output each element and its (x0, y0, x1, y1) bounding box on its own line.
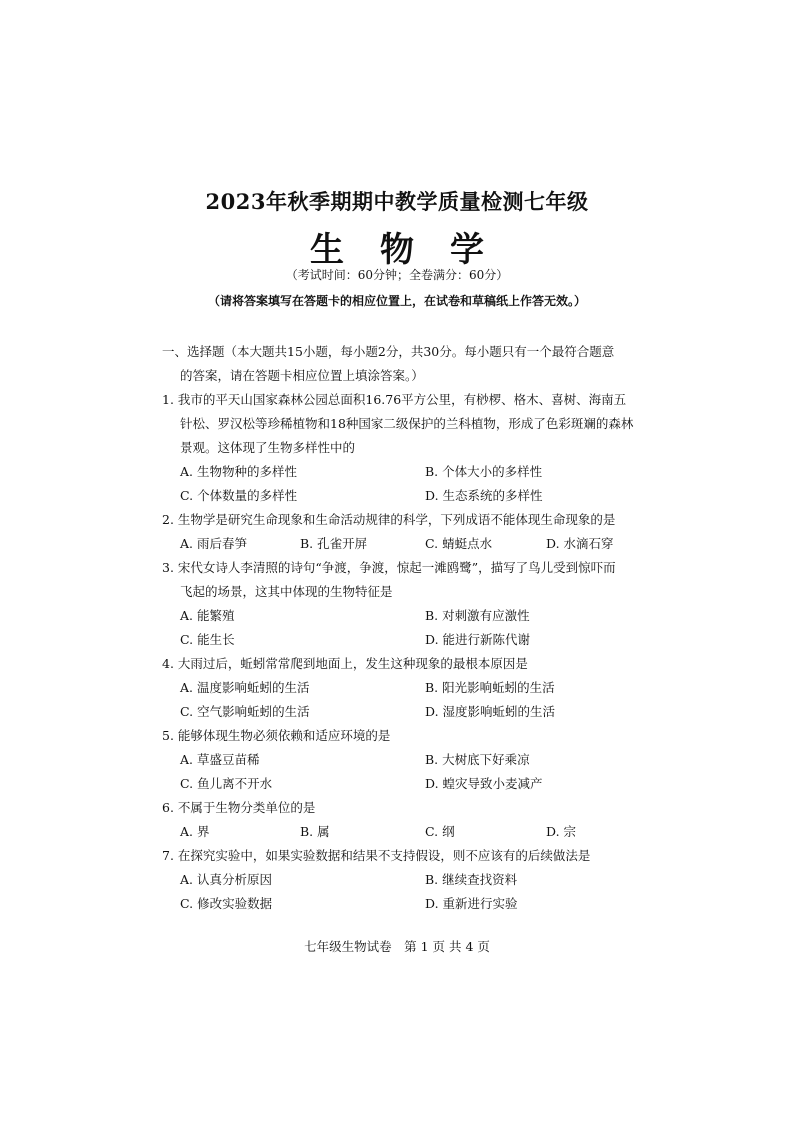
option-c[interactable]: C. 能生长 (180, 632, 235, 647)
question-2-options (180, 532, 620, 556)
section-line-2: 的答案，请在答题卡相应位置上填涂答案。） (180, 368, 424, 383)
question-7 (162, 844, 642, 868)
question-line: 4. 大雨过后，蚯蚓常常爬到地面上，发生这种现象的最根本原因是 (162, 656, 528, 671)
option-d[interactable]: D. 重新进行实验 (425, 896, 518, 911)
option-a[interactable]: A. 雨后春笋 (180, 536, 247, 551)
option-b[interactable]: B. 对刺激有应激性 (425, 608, 530, 623)
option-a[interactable]: A. 草盛豆苗稀 (180, 752, 260, 767)
option-b[interactable]: B. 阳光影响蚯蚓的生活 (425, 680, 555, 695)
question-line: 飞起的场景，这其中体现的生物特征是 (180, 584, 393, 599)
option-c[interactable]: C. 纲 (425, 824, 455, 839)
option-d[interactable]: D. 水滴石穿 (546, 536, 614, 551)
option-d[interactable]: D. 能进行新陈代谢 (425, 632, 531, 647)
question-line: 3. 宋代女诗人李清照的诗句“争渡，争渡，惊起一滩鸥鹭”，描写了鸟儿受到惊吓而 (162, 560, 616, 575)
option-d[interactable]: D. 湿度影响蚯蚓的生活 (425, 704, 556, 719)
option-a[interactable]: A. 生物物种的多样性 (180, 464, 297, 479)
question-3 (162, 556, 642, 604)
question-6 (162, 796, 642, 820)
question-line: 7. 在探究实验中，如果实验数据和结果不支持假设，则不应该有的后续做法是 (162, 848, 591, 863)
question-4 (162, 652, 642, 676)
question-line: 针松、罗汉松等珍稀植物和18种国家二级保护的兰科植物，形成了色彩斑斓的森林 (180, 416, 634, 431)
question-6-options (180, 820, 620, 844)
option-a[interactable]: A. 界 (180, 824, 210, 839)
question-1 (162, 388, 642, 460)
section-heading (162, 340, 642, 388)
option-b[interactable]: B. 大树底下好乘凉 (425, 752, 530, 767)
option-b[interactable]: B. 属 (300, 824, 330, 839)
question-line: 1. 我市的平天山国家森林公园总面积16.76平方公里，有桫椤、格木、喜树、海南五 (162, 392, 627, 407)
option-a[interactable]: A. 认真分析原因 (180, 872, 272, 887)
subject-title: 生物学 (310, 230, 520, 270)
option-c[interactable]: C. 个体数量的多样性 (180, 488, 298, 503)
question-line: 景观。这体现了生物多样性中的 (180, 440, 356, 455)
question-2 (162, 508, 642, 532)
question-5-options (180, 748, 620, 796)
page-footer: 七年级生物试卷 第 1 页 共 4 页 (304, 939, 490, 954)
question-7-options (180, 868, 620, 916)
option-a[interactable]: A. 温度影响蚯蚓的生活 (180, 680, 310, 695)
option-d[interactable]: D. 生态系统的多样性 (425, 488, 543, 503)
section-line-1: 一、选择题（本大题共15小题，每小题2分，共30分。每小题只有一个最符合题意 (162, 344, 615, 359)
option-a[interactable]: A. 能繁殖 (180, 608, 235, 623)
question-line: 5. 能够体现生物必须依赖和适应环境的是 (162, 728, 391, 743)
question-1-options (180, 460, 620, 508)
option-b[interactable]: B. 继续查找资料 (425, 872, 518, 887)
question-5 (162, 724, 642, 748)
option-c[interactable]: C. 蜻蜓点水 (425, 536, 493, 551)
question-4-options (180, 676, 620, 724)
question-line: 6. 不属于生物分类单位的是 (162, 800, 316, 815)
question-line: 2. 生物学是研究生命现象和生命活动规律的科学，下列成语不能体现生命现象的是 (162, 512, 616, 527)
option-b[interactable]: B. 个体大小的多样性 (425, 464, 543, 479)
exam-title: 2023年秋季期期中教学质量检测七年级 (205, 189, 589, 214)
option-c[interactable]: C. 空气影响蚯蚓的生活 (180, 704, 310, 719)
option-b[interactable]: B. 孔雀开屏 (300, 536, 368, 551)
option-c[interactable]: C. 鱼儿离不开水 (180, 776, 273, 791)
option-c[interactable]: C. 修改实验数据 (180, 896, 273, 911)
option-d[interactable]: D. 宗 (546, 824, 577, 839)
answer-instruction: （请将答案填写在答题卡的相应位置上，在试卷和草稿纸上作答无效。） (207, 294, 586, 308)
option-d[interactable]: D. 蝗灾导致小麦减产 (425, 776, 543, 791)
time-note: （考试时间：60分钟；全卷满分：60分） (285, 268, 509, 282)
question-3-options (180, 604, 620, 652)
